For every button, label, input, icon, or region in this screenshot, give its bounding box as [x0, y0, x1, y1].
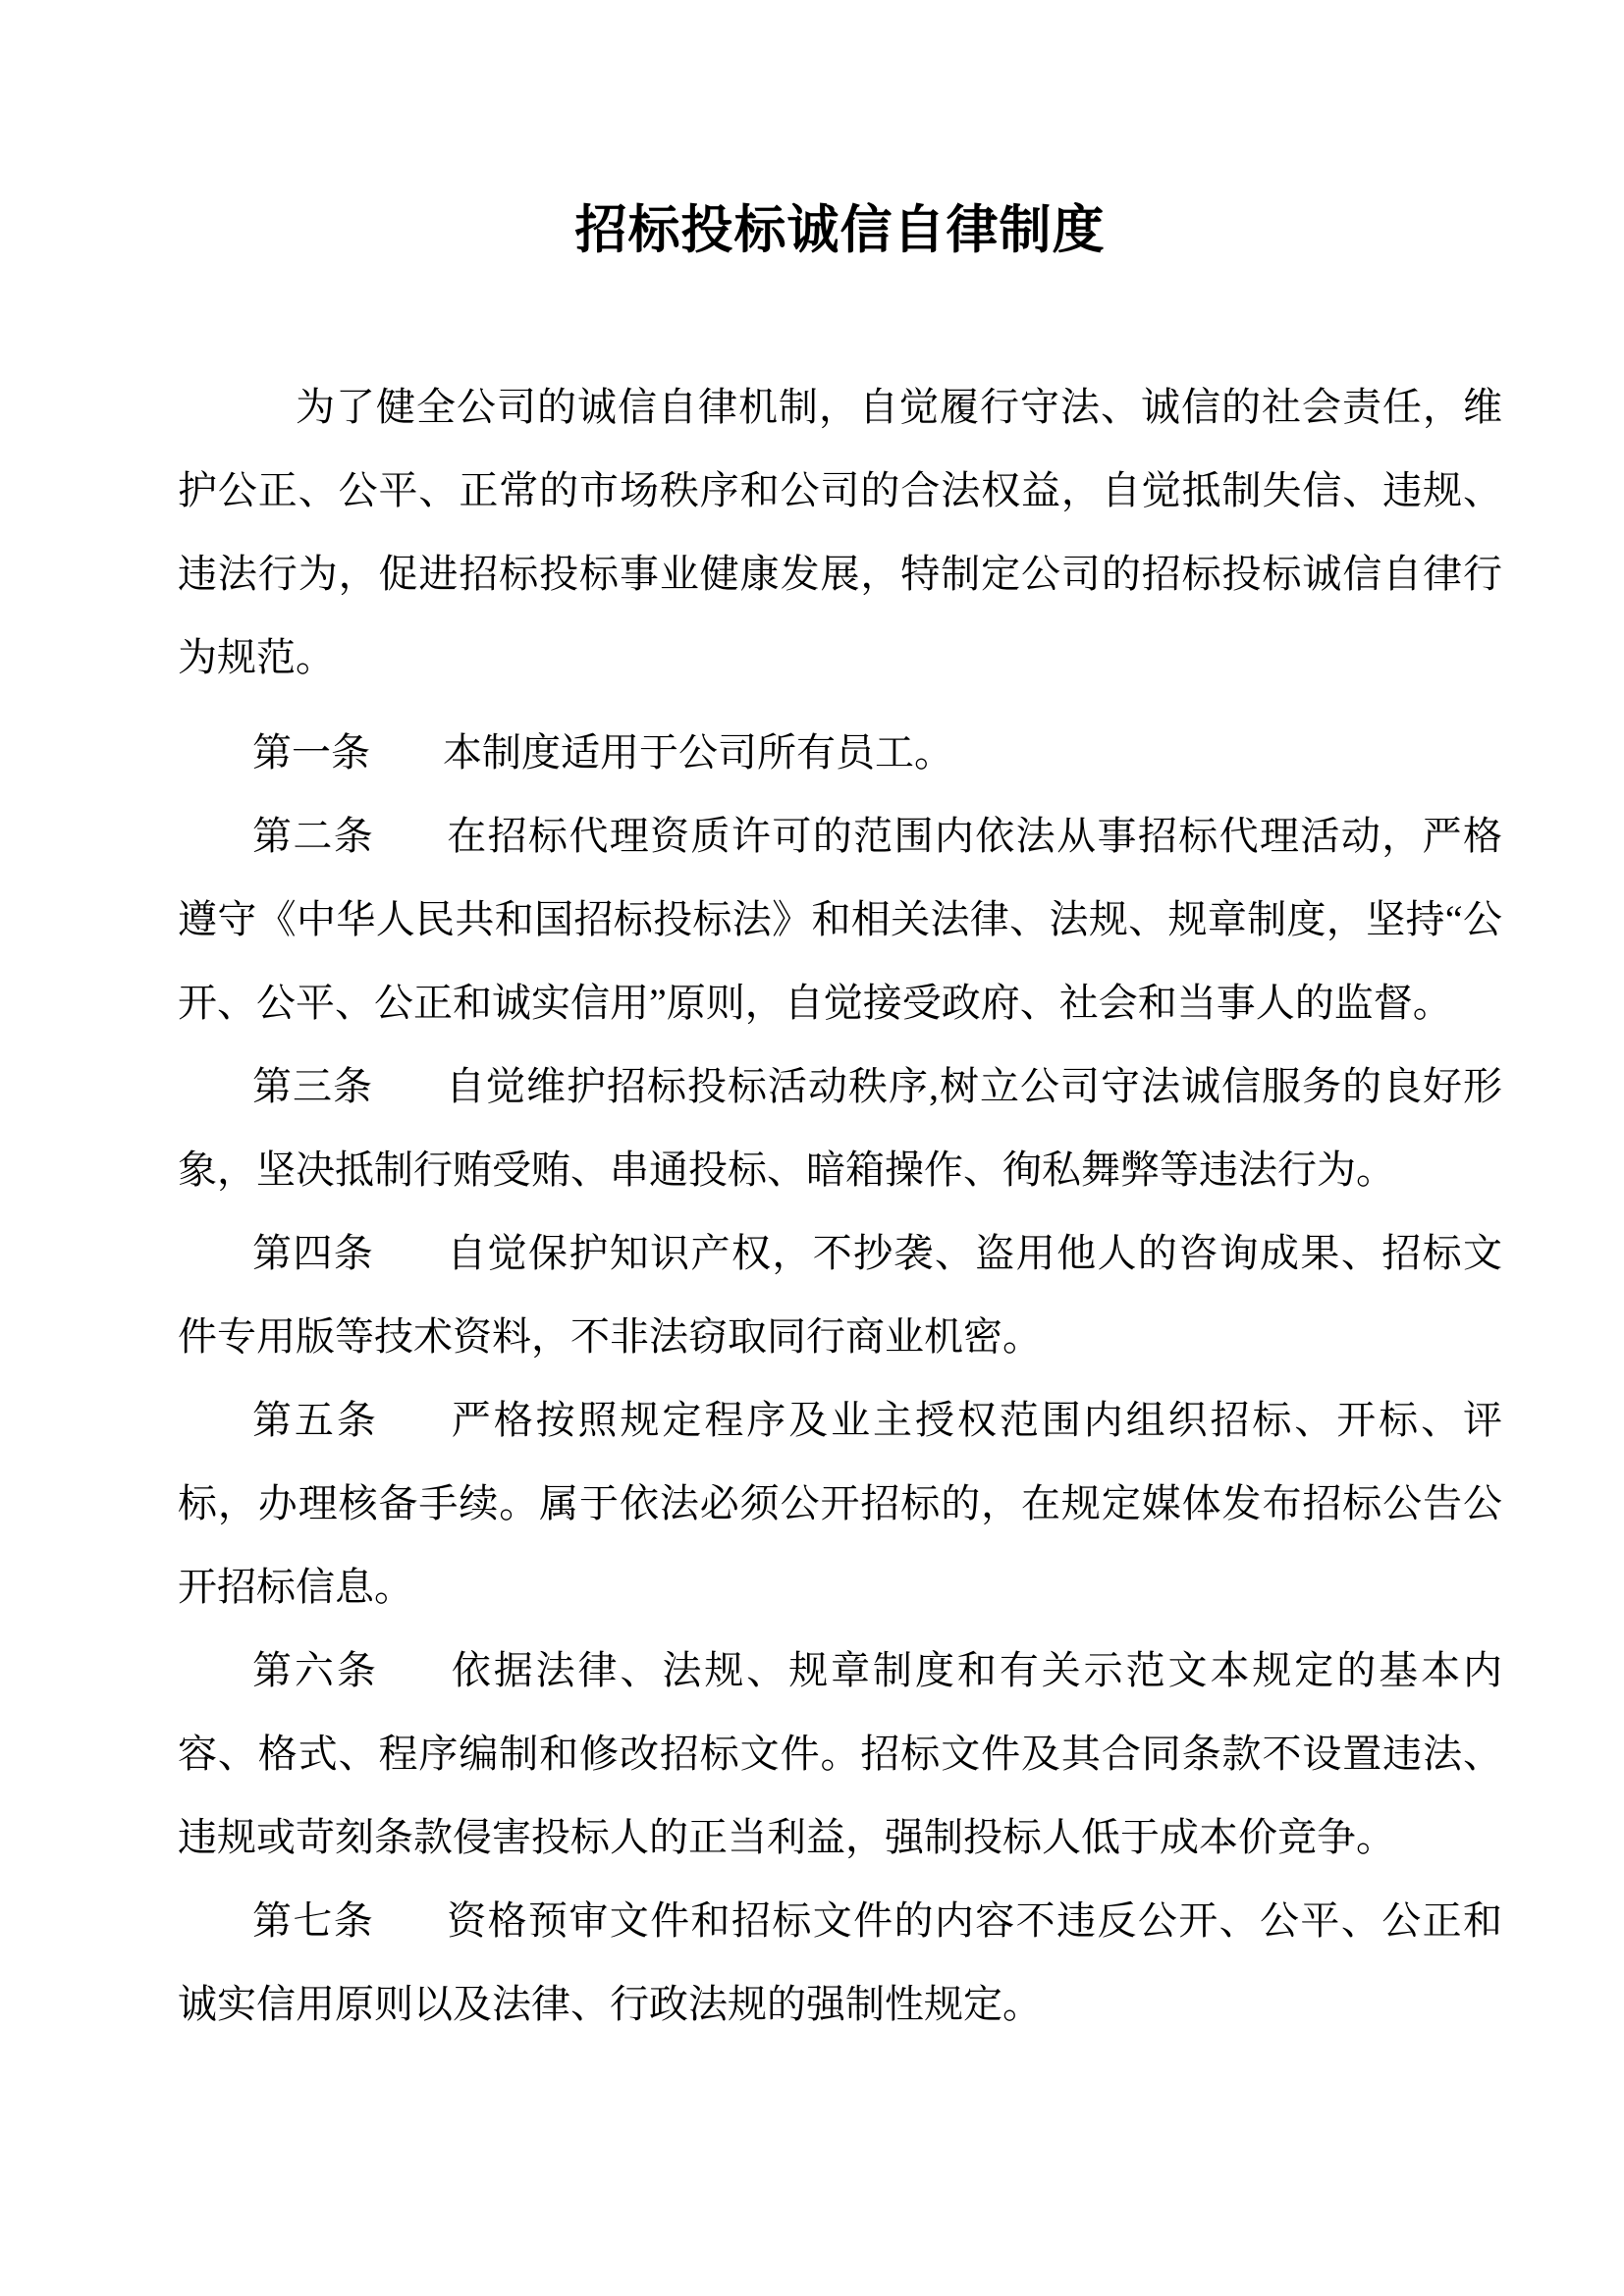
- opening-paragraph: 为了健全公司的诚信自律机制，自觉履行守法、诚信的社会责任，维护公正、公平、正常的市场秩序和公司的合法权益，自觉抵制失信、违规、违法行为，促进招标投标事业健康发展，特制定公司的招标投标诚信自律行为规范。: [178, 385, 1502, 679]
- article-paragraph-7: [178, 1879, 1502, 2046]
- article-1-label: 第一条: [252, 730, 370, 774]
- article-paragraph-4: [178, 1211, 1502, 1378]
- article-paragraph-6: [178, 1629, 1502, 1879]
- article-paragraph-3: [178, 1044, 1502, 1211]
- article-paragraph-2: [178, 794, 1502, 1044]
- article-paragraph-1: [178, 711, 1502, 794]
- article-2-text: 在招标代理资质许可的范围内依法从事招标代理活动，严格遵守《中华人民共和国招标投标法》和相关法律、法规、规章制度，坚持“公开、公平、公正和诚实信用”原则，自觉接受政府、社会和当事人的监督。: [178, 814, 1503, 1025]
- article-1-text: 本制度适用于公司所有员工。: [443, 730, 953, 774]
- article-7-text: 资格预审文件和招标文件的内容不违反公开、公平、公正和诚实信用原则以及法律、行政法规的强制性规定。: [178, 1898, 1503, 2026]
- article-5-text: 严格按照规定程序及业主授权范围内组织招标、开标、评标，办理核备手续。属于依法必须公开招标的，在规定媒体发布招标公告公开招标信息。: [178, 1398, 1503, 1609]
- article-3-text: 自觉维护招标投标活动秩序,树立公司守法诚信服务的良好形象，坚决抵制行贿受贿、串通投标、暗箱操作、徇私舞弊等违法行为。: [178, 1064, 1502, 1192]
- article-4-label: 第四条: [252, 1231, 375, 1275]
- article-6-text: 依据法律、法规、规章制度和有关示范文本规定的基本内容、格式、程序编制和修改招标文件。招标文件及其合同条款不设置违法、违规或苛刻条款侵害投标人的正当利益，强制投标人低于成本价竞争。: [178, 1648, 1503, 1859]
- article-7-label: 第七条: [252, 1898, 375, 1943]
- article-5-label: 第五条: [252, 1398, 379, 1442]
- article-4-text: 自觉保护知识产权，不抄袭、盗用他人的咨询成果、招标文件专用版等技术资料，不非法窃取同行商业机密。: [178, 1231, 1503, 1359]
- document-title: 招标投标诚信自律制度: [574, 202, 1106, 259]
- article-3-label: 第三条: [252, 1064, 373, 1108]
- article-6-label: 第六条: [252, 1648, 379, 1692]
- article-2-label: 第二条: [252, 814, 375, 858]
- article-paragraph-5: [178, 1378, 1502, 1629]
